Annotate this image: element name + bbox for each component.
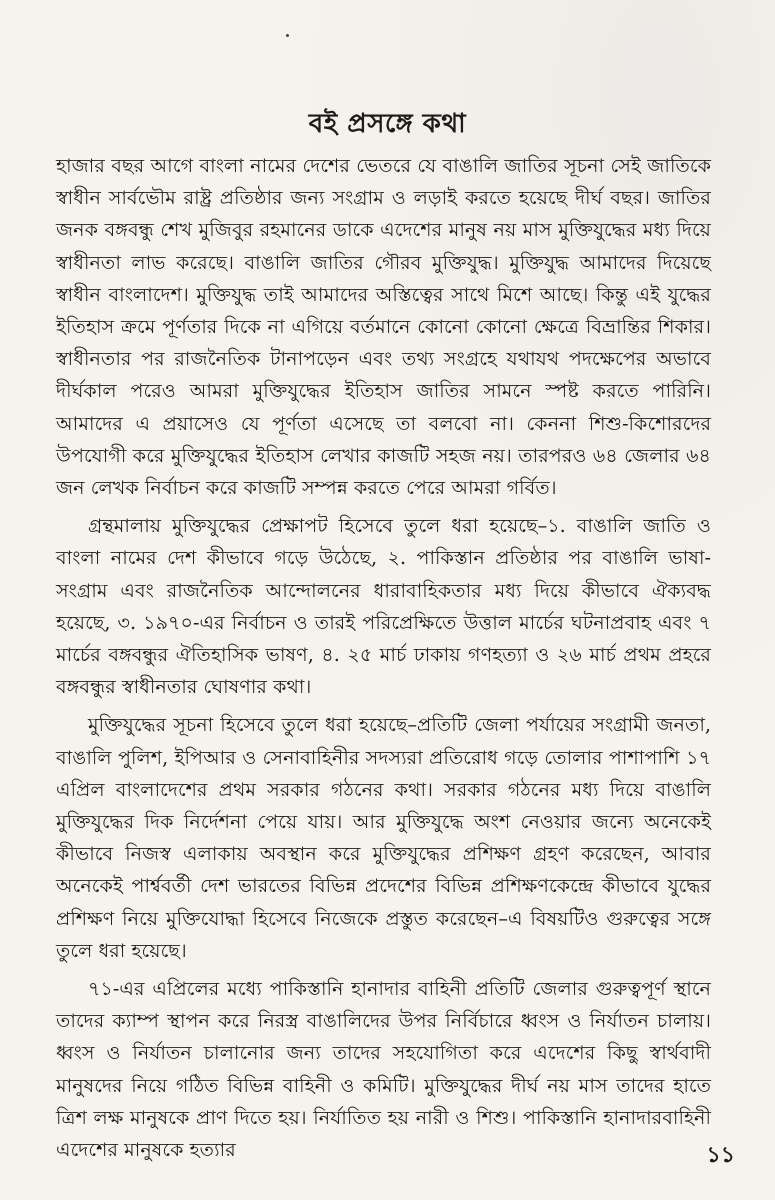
paragraph-4: ৭১-এর এপ্রিলের মধ্যে পাকিস্তানি হানাদার বাহিনী প্রতিটি জেলার গুরুত্বপূর্ণ স্থানে তাদের ক্যাম্প স্থাপন করে নিরস্ত্র বাঙালিদের উপর নির্বিচারে ধ্বংস ও নির্যাতন চালায়। ধ্বংস ও নির্যাতন চালানোর জন্য তাদের সহযোগিতা করে এদেশের কিছু স্বার্থবাদী মানুষদের নিয়ে গঠিত বিভিন্ন বাহিনী ও কমিটি। মুক্তিযুদ্ধের দীর্ঘ নয় মাস তাদের হাতে ত্রিশ লক্ষ মানুষকে প্রাণ দিতে হয়। নির্যাতিত হয় নারী ও শিশু। পাকিস্তানি হানাদারবাহিনী এদেশের মানুষকে হত্যার	[56, 977, 711, 1162]
page-title: বই প্রসঙ্গে কথা	[308, 109, 467, 140]
body-text	[56, 150, 711, 1172]
paragraph-3: মুক্তিযুদ্ধের সূচনা হিসেবে তুলে ধরা হয়েছে–প্রতিটি জেলা পর্যায়ের সংগ্রামী জনতা, বাঙালি পুলিশ, ইপিআর ও সেনাবাহিনীর সদস্যরা প্রতিরোধ গড়ে তোলার পাশাপাশি ১৭ এপ্রিল বাংলাদেশের প্রথম সরকার গঠনের কথা। সরকার গঠনের মধ্য দিয়ে বাঙালি মুক্তিযুদ্ধের দিক নির্দেশনা পেয়ে যায়। আর মুক্তিযুদ্ধে অংশ নেওয়ার জন্যে অনেকেই কীভাবে নিজস্ব এলাকায় অবস্থান করে মুক্তিযুদ্ধের প্রশিক্ষণ গ্রহণ করেছেন, আবার অনেকেই পার্শ্ববর্তী দেশ ভারতের বিভিন্ন প্রদেশের বিভিন্ন প্রশিক্ষণকেন্দ্রে কীভাবে যুদ্ধের প্রশিক্ষণ নিয়ে মুক্তিযোদ্ধা হিসেবে নিজেকে প্রস্তুত করেছেন–এ বিষয়টিও গুরুত্বের সঙ্গে তুলে ধরা হয়েছে।	[56, 713, 711, 962]
paragraph-1: হাজার বছর আগে বাংলা নামের দেশের ভেতরে যে বাঙালি জাতির সূচনা সেই জাতিকে স্বাধীন সার্বভৌম রাষ্ট্র প্রতিষ্ঠার জন্য সংগ্রাম ও লড়াই করতে হয়েছে দীর্ঘ বছর। জাতির জনক বঙ্গবন্ধু শেখ মুজিবুর রহমানের ডাকে এদেশের মানুষ নয় মাস মুক্তিযুদ্ধের মধ্য দিয়ে স্বাধীনতা লাভ করেছে। বাঙালি জাতির গৌরব মুক্তিযুদ্ধ। মুক্তিযুদ্ধ আমাদের দিয়েছে স্বাধীন বাংলাদেশ। মুক্তিযুদ্ধ তাই আমাদের অস্তিত্বের সাথে মিশে আছে। কিন্তু এই যুদ্ধের ইতিহাস ক্রমে পূর্ণতার দিকে না এগিয়ে বর্তমানে কোনো কোনো ক্ষেত্রে বিভ্রান্তির শিকার। স্বাধীনতার পর রাজনৈতিক টানাপড়েন এবং তথ্য সংগ্রহে যথাযথ পদক্ষেপের অভাবে দীর্ঘকাল পরেও আমরা মুক্তিযুদ্ধের ইতিহাস জাতির সামনে স্পষ্ট করতে পারিনি। আমাদের এ প্রয়াসেও যে পূর্ণতা এসেছে তা বলবো না। কেননা শিশু-কিশোরদের উপযোগী করে মুক্তিযুদ্ধের ইতিহাস লেখার কাজটি সহজ নয়। তারপরও ৬৪ জেলার ৬৪ জন লেখক নির্বাচন করে কাজটি সম্পন্ন করতে পেরে আমরা গর্বিত।	[56, 154, 711, 500]
paragraph-2: গ্রন্থমালায় মুক্তিযুদ্ধের প্রেক্ষাপট হিসেবে তুলে ধরা হয়েছে–১. বাঙালি জাতি ও বাংলা নামের দেশ কীভাবে গড়ে উঠেছে, ২. পাকিস্তান প্রতিষ্ঠার পর বাঙালি ভাষা- সংগ্রাম এবং রাজনৈতিক আন্দোলনের ধারাবাহিকতার মধ্য দিয়ে কীভাবে ঐক্যবদ্ধ হয়েছে, ৩. ১৯৭০-এর নির্বাচন ও তারই পরিপ্রেক্ষিতে উত্তাল মার্চের ঘটনাপ্রবাহ এবং ৭ মার্চের বঙ্গবন্ধুর ঐতিহাসিক ভাষণ, ৪. ২৫ মার্চ ঢাকায় গণহত্যা ও ২৬ মার্চ প্রথম প্রহরে বঙ্গবন্ধুর স্বাধীনতার ঘোষণার কথা।	[56, 514, 711, 699]
print-speck	[286, 34, 289, 37]
page-number: ১১	[706, 1142, 735, 1168]
